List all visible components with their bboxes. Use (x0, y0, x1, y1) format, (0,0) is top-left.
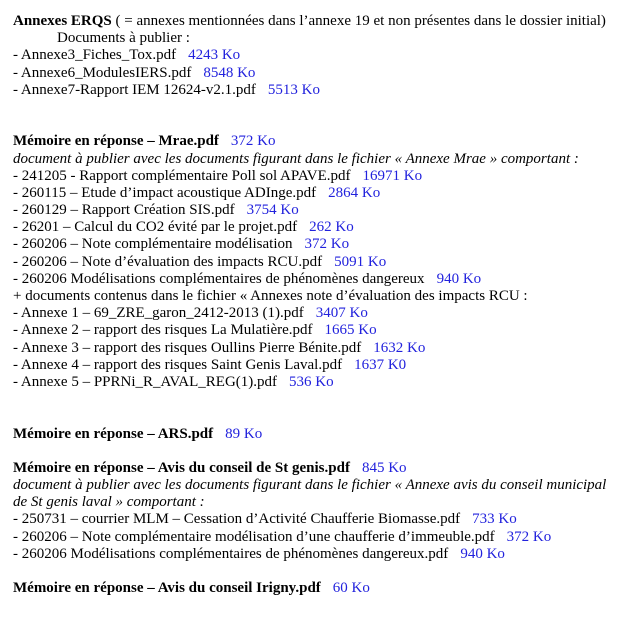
blank-space (13, 443, 626, 460)
file-item (13, 305, 626, 322)
section-title-irigny (13, 580, 626, 597)
section-title-ars (13, 426, 626, 443)
file-name: - 260206 – Note complémentaire modélisation (13, 236, 293, 253)
file-item (13, 322, 626, 339)
file-size: 1632 Ko (373, 339, 426, 356)
file-size: 940 Ko (436, 270, 482, 287)
file-size: 8548 Ko (203, 64, 256, 81)
blank-space (13, 563, 626, 580)
section-title-st-genis (13, 460, 626, 477)
note-line: document à publier avec les documents figurant dans le fichier « Annexe avis du conseil municipal (13, 477, 607, 494)
file-size: 1637 K0 (354, 356, 407, 373)
section-title-text: Mémoire en réponse – Mrae.pdf (13, 133, 219, 150)
file-size: 733 Ko (472, 511, 517, 528)
file-name: - 260206 – Note d’évaluation des impacts RCU.pdf (13, 253, 323, 270)
file-name: - 260129 – Rapport Création SIS.pdf (13, 202, 235, 219)
file-size: 372 Ko (506, 528, 552, 545)
note-line: document à publier avec les documents figurant dans le fichier « Annexe Mrae » comportant : (13, 150, 579, 167)
section-title-annexes-erqs (13, 13, 626, 30)
file-size: 60 Ko (332, 580, 370, 597)
file-item (13, 202, 626, 219)
file-size: 536 Ko (289, 373, 334, 390)
file-item (13, 340, 626, 357)
file-name: - Annexe 5 – PPRNi_R_AVAL_REG(1).pdf (13, 373, 278, 390)
file-name: - Annexe7-Rapport IEM 12624-v2.1.pdf (13, 81, 256, 98)
file-item (13, 529, 626, 546)
note-line: de St genis laval » comportant : (13, 494, 205, 511)
blank-space (13, 391, 626, 425)
file-item (13, 219, 626, 236)
file-size: 2864 Ko (328, 184, 381, 201)
section-title-text: Mémoire en réponse – Avis du conseil de St genis.pdf (13, 459, 350, 476)
file-name: - Annexe3_Fiches_Tox.pdf (13, 47, 177, 64)
file-size: 5513 Ko (267, 81, 320, 98)
file-name: - 260206 Modélisations complémentaires de phénomènes dangereux.pdf (13, 545, 449, 562)
file-size: 3407 Ko (315, 305, 368, 322)
section-title-text: Mémoire en réponse – Avis du conseil Irigny.pdf (13, 580, 321, 597)
contained-docs-note: + documents contenus dans le fichier « Annexes note d’évaluation des impacts RCU : (13, 288, 528, 305)
file-size: 372 Ko (304, 236, 350, 253)
file-item (13, 271, 626, 288)
file-name: - 260206 – Note complémentaire modélisation d’une chaufferie d’immeuble.pdf (13, 528, 495, 545)
file-size: 845 Ko (361, 459, 407, 476)
section-title-text: Mémoire en réponse – ARS.pdf (13, 425, 214, 442)
file-size: 1665 Ko (324, 322, 377, 339)
file-name: - 260115 – Etude d’impact acoustique ADInge.pdf (13, 184, 317, 201)
file-name: - Annexe 2 – rapport des risques La Mulatière.pdf (13, 322, 313, 339)
file-name: - 250731 – courrier MLM – Cessation d’Activité Chaufferie Biomasse.pdf (13, 511, 461, 528)
documents-a-publier-label: Documents à publier : (57, 30, 190, 47)
file-name: - 241205 - Rapport complémentaire Poll sol APAVE.pdf (13, 167, 351, 184)
file-name: - Annexe 3 – rapport des risques Oullins Pierre Bénite.pdf (13, 339, 362, 356)
section-title-text: Annexes ERQS (13, 13, 112, 29)
file-item (13, 374, 626, 391)
file-size: 5091 Ko (334, 253, 387, 270)
file-size: 372 Ko (230, 133, 276, 150)
file-item (13, 511, 626, 528)
file-name: - 26201 – Calcul du CO2 évité par le projet.pdf (13, 219, 298, 236)
file-name: - Annexe6_ModulesIERS.pdf (13, 64, 192, 81)
file-size: 3754 Ko (246, 202, 299, 219)
file-item (13, 47, 626, 64)
file-size: 89 Ko (225, 425, 263, 442)
file-item (13, 82, 626, 99)
file-size: 262 Ko (309, 219, 354, 236)
file-name: - 260206 Modélisations complémentaires de phénomènes dangereux (13, 270, 425, 287)
section-title-rest: ( = annexes mentionnées dans l’annexe 19 et non présentes dans le dossier initial) (111, 13, 606, 29)
file-item (13, 65, 626, 82)
file-size: 16971 Ko (362, 167, 423, 184)
file-name: - Annexe 4 – rapport des risques Saint Genis Laval.pdf (13, 356, 343, 373)
file-size: 940 Ko (460, 545, 505, 562)
file-item (13, 168, 626, 185)
file-name: - Annexe 1 – 69_ZRE_garon_2412-2013 (1).pdf (13, 305, 304, 322)
file-item (13, 357, 626, 374)
section-title-mrae (13, 133, 626, 150)
file-item (13, 546, 626, 563)
file-item (13, 254, 626, 271)
file-size: 4243 Ko (188, 47, 241, 64)
blank-space (13, 99, 626, 133)
file-item (13, 185, 626, 202)
file-item (13, 236, 626, 253)
